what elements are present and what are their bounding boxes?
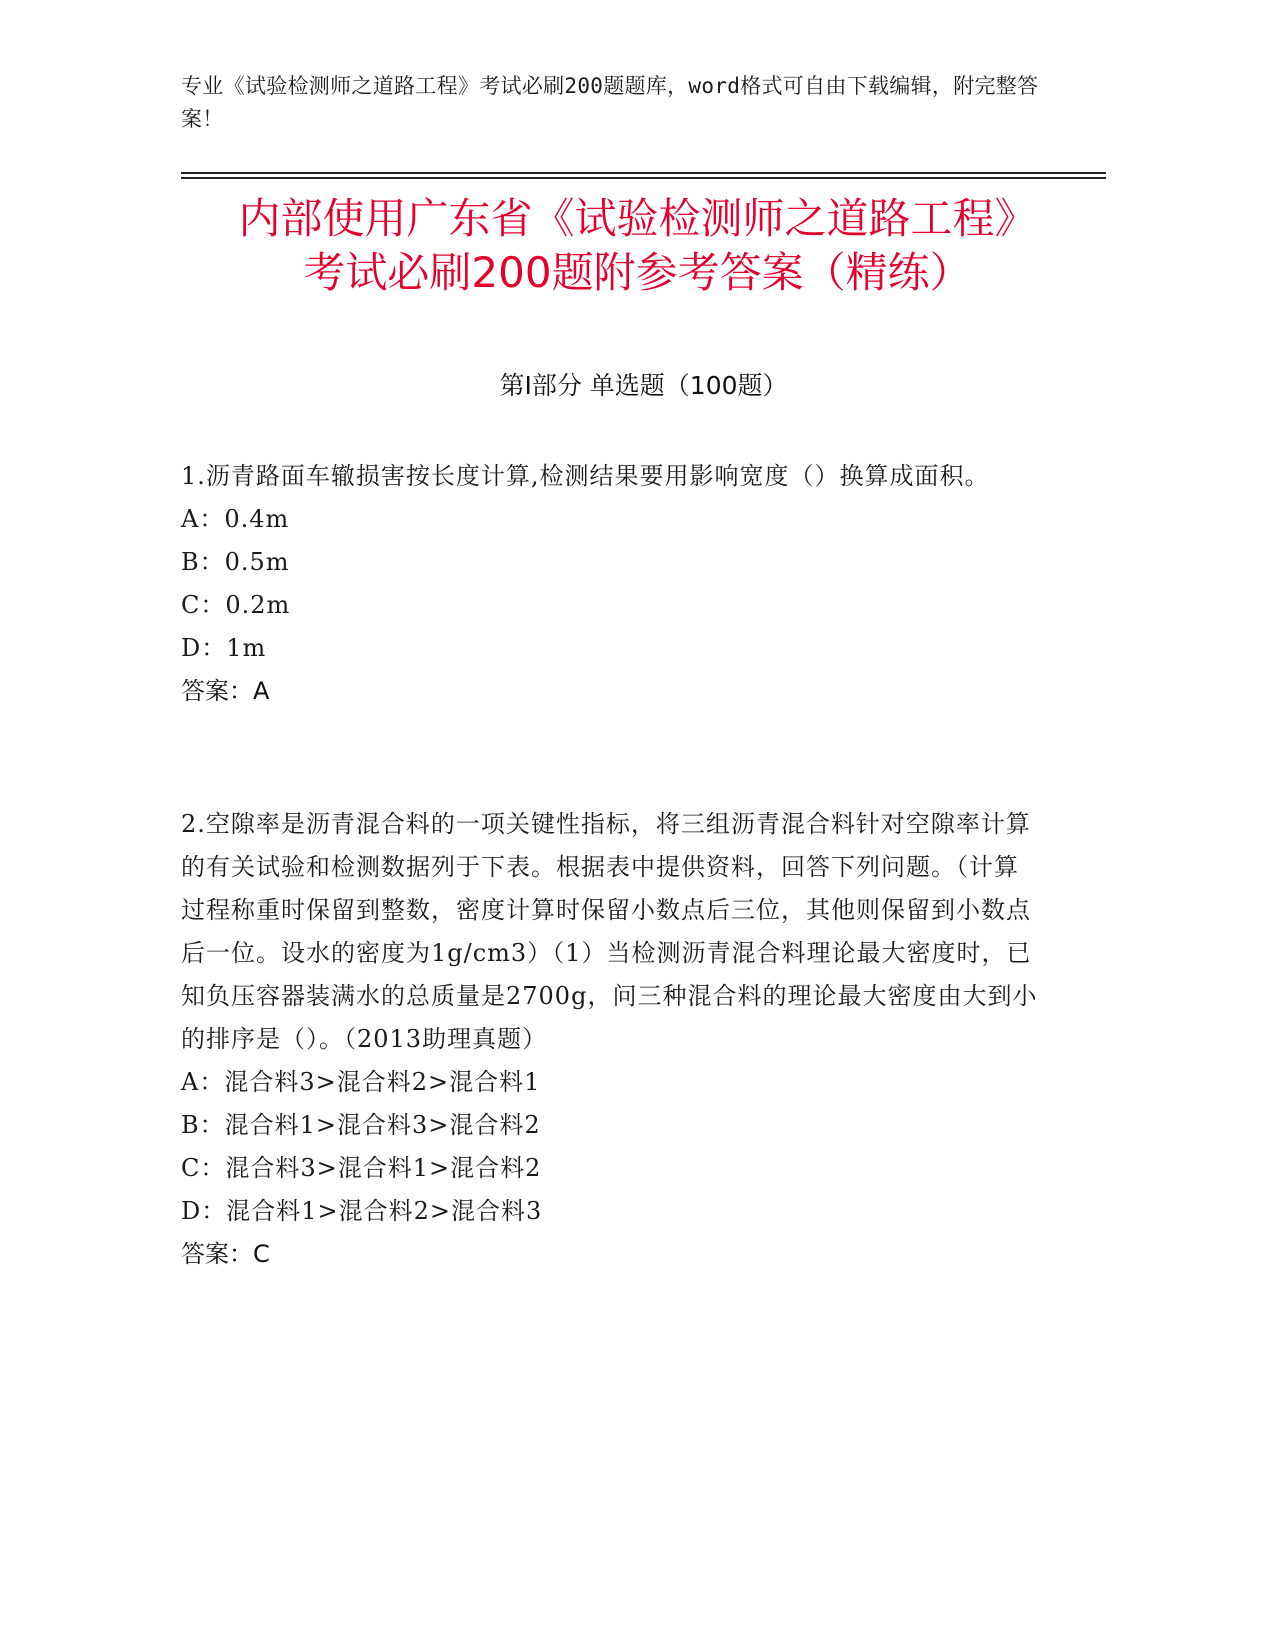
option-key: A： [181,505,225,533]
question-2 [181,803,1041,1276]
option-c [181,584,1041,627]
option-b [181,1104,1041,1147]
option-b [181,541,1041,584]
question-1 [181,455,1041,713]
option-key: C： [181,1154,226,1182]
document-title [150,192,1125,300]
answer-line: 答案：C [181,1240,270,1268]
option-key: B： [181,548,225,576]
header-note: 专业《试验检测师之道路工程》考试必刷200题题库，word格式可自由下载编辑，附完整答案！ [181,74,1039,131]
question-stem: 2.空隙率是沥青混合料的一项关键性指标，将三组沥青混合料针对空隙率计算的有关试验和检测数据列于下表。根据表中提供资料，回答下列问题。（计算过程称重时保留到整数，密度计算时保留小数点后三位，其他则保留到小数点后一位。设水的密度为1g/cm3）（1）当检测沥青混合料理论最大密度时，已知负压容器装满水的总质量是2700g，问三种混合料的理论最大密度由大到小的排序是（）。（2013助理真题） [181,810,1038,1053]
option-a [181,498,1041,541]
option-text: 混合料3>混合料1>混合料2 [225,1154,542,1182]
document-title-line-1: 内部使用广东省《试验检测师之道路工程》 [238,194,1037,243]
option-a [181,1061,1041,1104]
option-key: A： [181,1068,225,1096]
option-text: 0.5m [224,548,290,576]
question-stem: 1.沥青路面车辙损害按长度计算,检测结果要用影响宽度（）换算成面积。 [181,462,990,490]
option-text: 1m [226,634,267,662]
option-key: B： [181,1111,225,1139]
option-text: 0.2m [225,591,291,619]
option-d [181,1190,1041,1233]
option-text: 混合料1>混合料3>混合料2 [224,1111,541,1139]
option-d [181,627,1041,670]
option-text: 混合料3>混合料2>混合料1 [224,1068,541,1096]
option-text: 0.4m [224,505,290,533]
header-rule-top [181,172,1106,174]
option-key: D： [181,634,227,662]
answer-line: 答案：A [181,677,270,705]
header-rule-bottom [181,177,1106,179]
option-c [181,1147,1041,1190]
option-key: D： [181,1197,227,1225]
option-text: 混合料1>混合料2>混合料3 [226,1197,543,1225]
document-title-line-2: 考试必刷200题附参考答案（精练） [303,248,972,297]
option-key: C： [181,591,226,619]
section-title: 第I部分 单选题（100题） [499,371,788,400]
